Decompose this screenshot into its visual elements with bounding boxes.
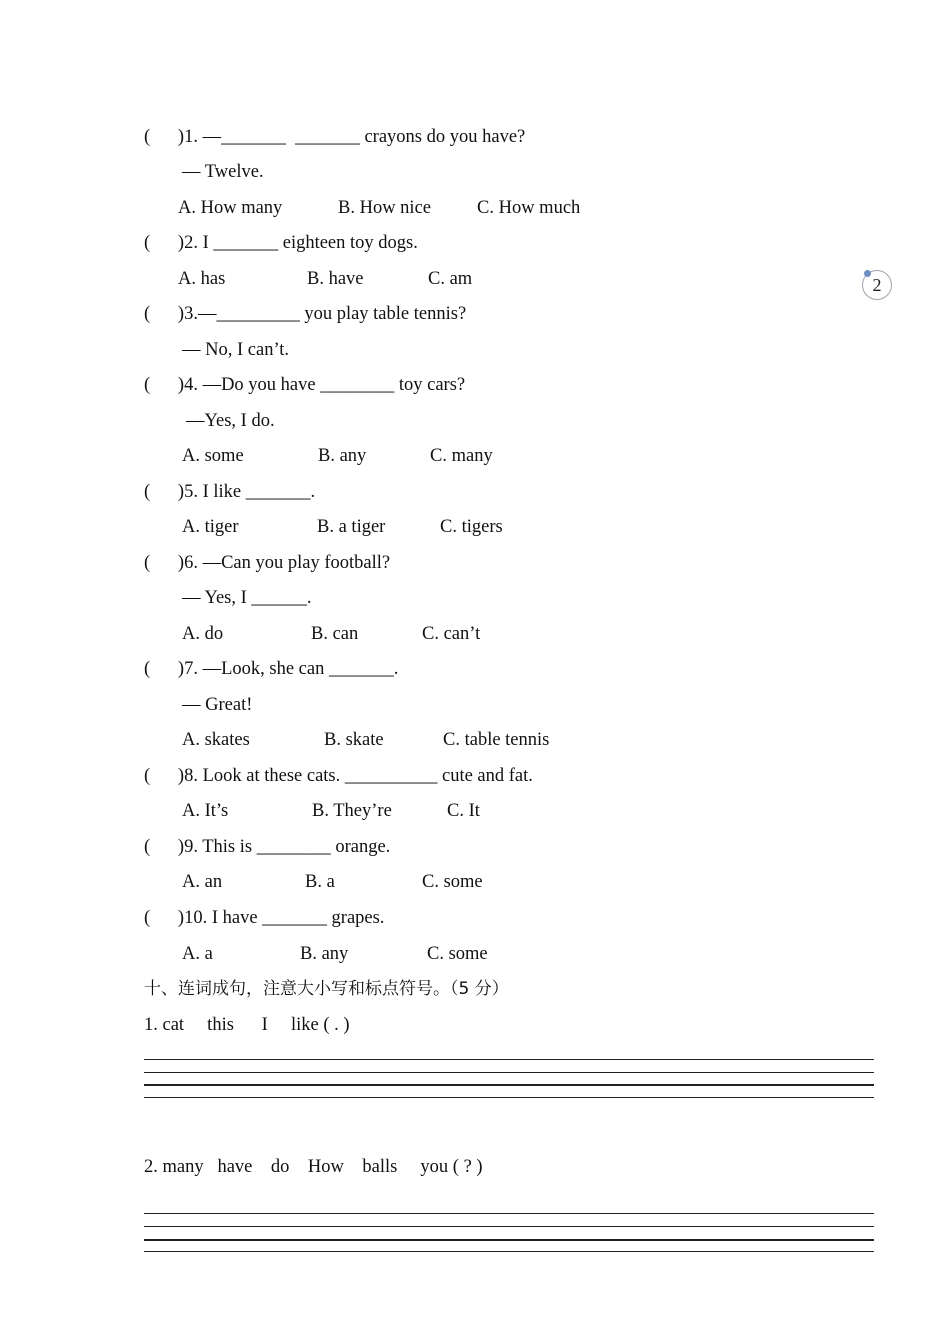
question-1-option-a: A. How many	[178, 198, 283, 218]
question-9-option-c: C. some	[422, 872, 483, 892]
question-5-stem: ( )5. I like _______.	[144, 482, 316, 502]
question-6-option-b: B. can	[311, 624, 359, 644]
question-4-option-b: B. any	[318, 446, 367, 466]
question-2-option-a: A. has	[178, 269, 226, 289]
answer-line-2b	[144, 1226, 874, 1227]
question-9-option-b: B. a	[305, 872, 335, 892]
question-7-option-c: C. table tennis	[443, 730, 550, 750]
question-2-stem: ( )2. I _______ eighteen toy dogs.	[144, 233, 418, 253]
question-10-option-a: A. a	[182, 944, 213, 964]
question-9-stem: ( )9. This is ________ orange.	[144, 837, 391, 857]
answer-line-1d	[144, 1097, 874, 1098]
sentence-2-words: 2. many have do How balls you ( ? )	[144, 1157, 483, 1177]
question-3-stem: ( )3.—_________ you play table tennis?	[144, 304, 467, 324]
page-number-badge: 2	[862, 270, 892, 300]
badge-dot-icon	[864, 270, 871, 277]
question-7-stem: ( )7. —Look, she can _______.	[144, 659, 399, 679]
question-6-reply: — Yes, I ______.	[182, 588, 312, 608]
question-6-stem: ( )6. —Can you play football?	[144, 553, 391, 573]
question-7-reply: — Great!	[182, 695, 253, 715]
question-4-option-a: A. some	[182, 446, 244, 466]
question-1-reply: — Twelve.	[182, 162, 264, 182]
sentence-1-words: 1. cat this I like ( . )	[144, 1015, 350, 1035]
question-3-reply: — No, I can’t.	[182, 340, 290, 360]
question-7-option-a: A. skates	[182, 730, 250, 750]
question-2-option-c: C. am	[428, 269, 473, 289]
question-10-stem: ( )10. I have _______ grapes.	[144, 908, 385, 928]
question-1-stem: ( )1. —_______ _______ crayons do you have?	[144, 127, 526, 147]
question-8-option-a: A. It’s	[182, 801, 229, 821]
question-7-option-b: B. skate	[324, 730, 384, 750]
question-4-option-c: C. many	[430, 446, 493, 466]
answer-line-1a	[144, 1059, 874, 1060]
question-4-reply: —Yes, I do.	[186, 411, 275, 431]
question-1-option-c: C. How much	[477, 198, 581, 218]
question-5-option-c: C. tigers	[440, 517, 503, 537]
question-5-option-a: A. tiger	[182, 517, 239, 537]
question-6-option-a: A. do	[182, 624, 224, 644]
answer-line-2a	[144, 1213, 874, 1214]
answer-line-1c	[144, 1084, 874, 1086]
question-10-option-c: C. some	[427, 944, 488, 964]
question-8-option-b: B. They’re	[312, 801, 392, 821]
question-8-stem: ( )8. Look at these cats. __________ cute and fat.	[144, 766, 533, 786]
question-4-stem: ( )4. —Do you have ________ toy cars?	[144, 375, 466, 395]
answer-line-2d	[144, 1251, 874, 1252]
answer-line-1b	[144, 1072, 874, 1073]
question-5-option-b: B. a tiger	[317, 517, 386, 537]
question-10-option-b: B. any	[300, 944, 349, 964]
question-2-option-b: B. have	[307, 269, 364, 289]
question-1-option-b: B. How nice	[338, 198, 431, 218]
question-9-option-a: A. an	[182, 872, 223, 892]
section-10-title: 十、连词成句，注意大小写和标点符号。（5 分）	[144, 979, 509, 999]
question-6-option-c: C. can’t	[422, 624, 481, 644]
answer-line-2c	[144, 1239, 874, 1241]
question-8-option-c: C. It	[447, 801, 480, 821]
